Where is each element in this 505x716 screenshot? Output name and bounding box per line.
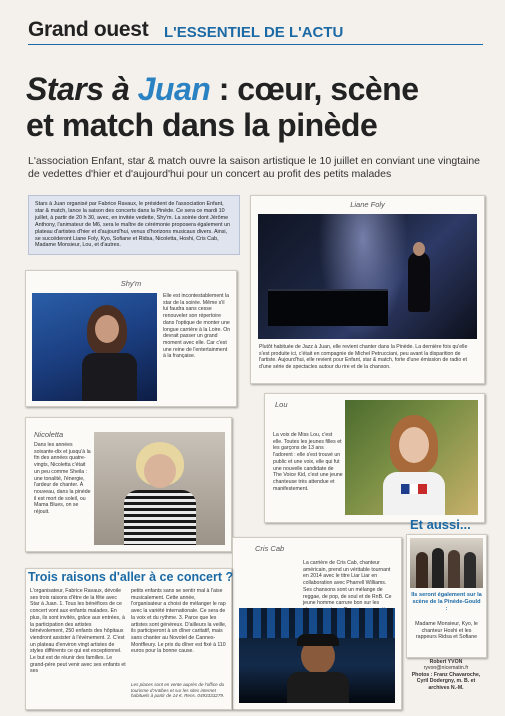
photo-nicoletta [94,432,225,545]
lead-paragraph: L'association Enfant, star & match ouvre la saison artistique le 10 juillet en conviant une vingtaine de vedettes d'hier et d'aujourd'hui pour un concert au profit des petits malades [28,155,481,180]
headline-part-juan: Juan [137,71,211,107]
photo-lou [345,400,478,515]
trois-raisons-title: Trois raisons d'aller à ce concert ? [28,570,234,584]
card-name: Cris Cab [255,544,285,553]
box-et-aussi [406,534,487,658]
headline-line-2: et match dans la pinède [26,107,378,143]
card-text: Elle est incontestablement la star de la soirée. Même s'il lui faudra sans cesse renouveler son répertoire dans l'optique de monter une longue carrière à la Loire. On devrait passer un grand moment avec elle. Car c'est une reine de l'entertainment à la française. [163,293,231,360]
photo-shym [32,293,157,401]
headline-part-rest: : cœur, scène [218,71,419,107]
et-aussi-title: Et aussi... [410,517,471,532]
rubric-label: L'ESSENTIEL DE L'ACTU [164,24,344,41]
trois-note: Les places sont en vente auprès de l'office du tourisme d'Antibes et sur les sites internet habituels à partir de 14 €. Rens. 0493333279. [131,682,225,699]
photo-liane-foly [258,214,477,339]
card-cris-cab [232,537,402,710]
card-name: Shy'm [120,279,142,288]
card-text: La carrière de Cris Cab, chanteur américain, prend un véritable tournant en 2014 avec le titre Liar Liar en collaboration avec Pharrell Williams. Ses chansons sont un mélange de reggae, de pop, de soul et de RnB. Ce jeune homme carrure bon sur les [303,560,392,607]
credit-email: ryvon@nicematin.fr [423,665,469,672]
section-title: Grand ouest [28,18,149,41]
card-text: Dans les années soixante-dix et jusqu'à la fin des années quatre-vingts, Nicoletta c'était un peu comme Sheila : une tonalité, l'énergie, l'ardeur de chanter. À nouveau, dans la pinède il est mort de soleil, ou Mama Blues, on se réjouit. [34,442,91,516]
card-lou [264,393,485,523]
card-text: Plutôt habituée de Jazz à Juan, elle revient chanter dans la Pinède. La dernière fois qu'elle s'est produite ici, c'était en compagnie de Michel Petrucciani, peu avant la disparition de l'artiste. Aujourd'hui, elle revient pour Enfant, star & match, forte d'une émission de radio et d'une série de spectacles autour du rire et de la chanson. [259,344,468,371]
card-name: Lou [275,400,288,409]
trois-col-2: petits enfants sans se sentir mal à l'aise musicalement. Cette année, l'organisateur a choisi de mélanger le rap avec la variété internationale. Ce sera de la voix et du rythme. 3. Parce que les artistes sont généreux. D'ailleurs la veille, ils participeront à un dîner caritatif, mais sans chanter au Novotel de Cannes-Montfleury. Le prix du dîner est fixé à 110 euros pour la bonne cause. [131,588,227,655]
credit-author: Robert YVON [429,659,463,665]
credit-photos: Photos : Franz Chavaroche, Cyril Dodergny, m. B. et archives N.-M. [411,671,481,691]
card-nicoletta [25,417,232,552]
et-aussi-subtitle: Ils seront également sur la scène de la Pinède-Gould : [411,592,482,612]
rubric-divider [28,44,483,45]
intro-box [28,195,240,255]
credits-block [407,659,485,691]
card-name: Liane Foly [350,200,385,209]
photo-cris-cab [239,608,395,703]
card-text: La voix de Miss Lou, c'est elle. Toutes les jeunes filles et les garçons de 13 ans l'adorent : elle s'est trouvé un public et une voix, elle qui fut une nouvelle candidate de The Voice Kid, c'est une jeune chanteuse très attendue et manifestement. [273,432,343,492]
trois-col-1: L'organisateur, Fabrice Ravaux, dévoile ses trois raisons d'être de la fête avec Star à Juan. 1. Tous les bénéfices de ce concert vont aux enfants malades. En plus, ils sont invités, grâce aux entrées, à la participation des artistes bénévolement, 250 enfants des hôpitaux viendront assister à l'événement. 2. C'est un plateau d'environ vingt artistes de styles différents ce qui est exceptionnel. Le but est de réunir des familles. Le grand-père peut venir avec ses enfants et ses [30,588,126,675]
headline-part-stars: Stars à [26,71,130,107]
card-shym [25,270,237,407]
headline-line-1 [26,72,419,106]
photo-et-aussi [410,538,483,588]
card-liane-foly [250,195,485,384]
piano-shape [268,289,388,326]
singer-silhouette [408,252,430,312]
intro-text: Stars à Juan organisé par Fabrice Ravaux, le président de l'association Enfant, star & match, lance la saison des concerts dans la Pinède. Ce sera ce mardi 10 juillet, à partir de 20 h 30, avec, en invitée vedette, Shy'm. La soirée dont Jérôme Anthony, l'animateur de M6, sera le maître de cérémonie proposera également un plateau d'artistes d'hier et d'aujourd'hui, venus d'horizons musicaux divers. Ainsi, se succéderont Liane Foly, Kyo, Sofiane et Ridsa, Nicoletta, Hoshi, Cris Cab, Madame Monsieur, Lou, et d'autres. [35,201,231,249]
card-name: Nicoletta [34,430,64,439]
et-aussi-text: Madame Monsieur, Kyo, le chanteur Hoshi et les rappeurs Ridsa et Sofiane [415,621,478,641]
